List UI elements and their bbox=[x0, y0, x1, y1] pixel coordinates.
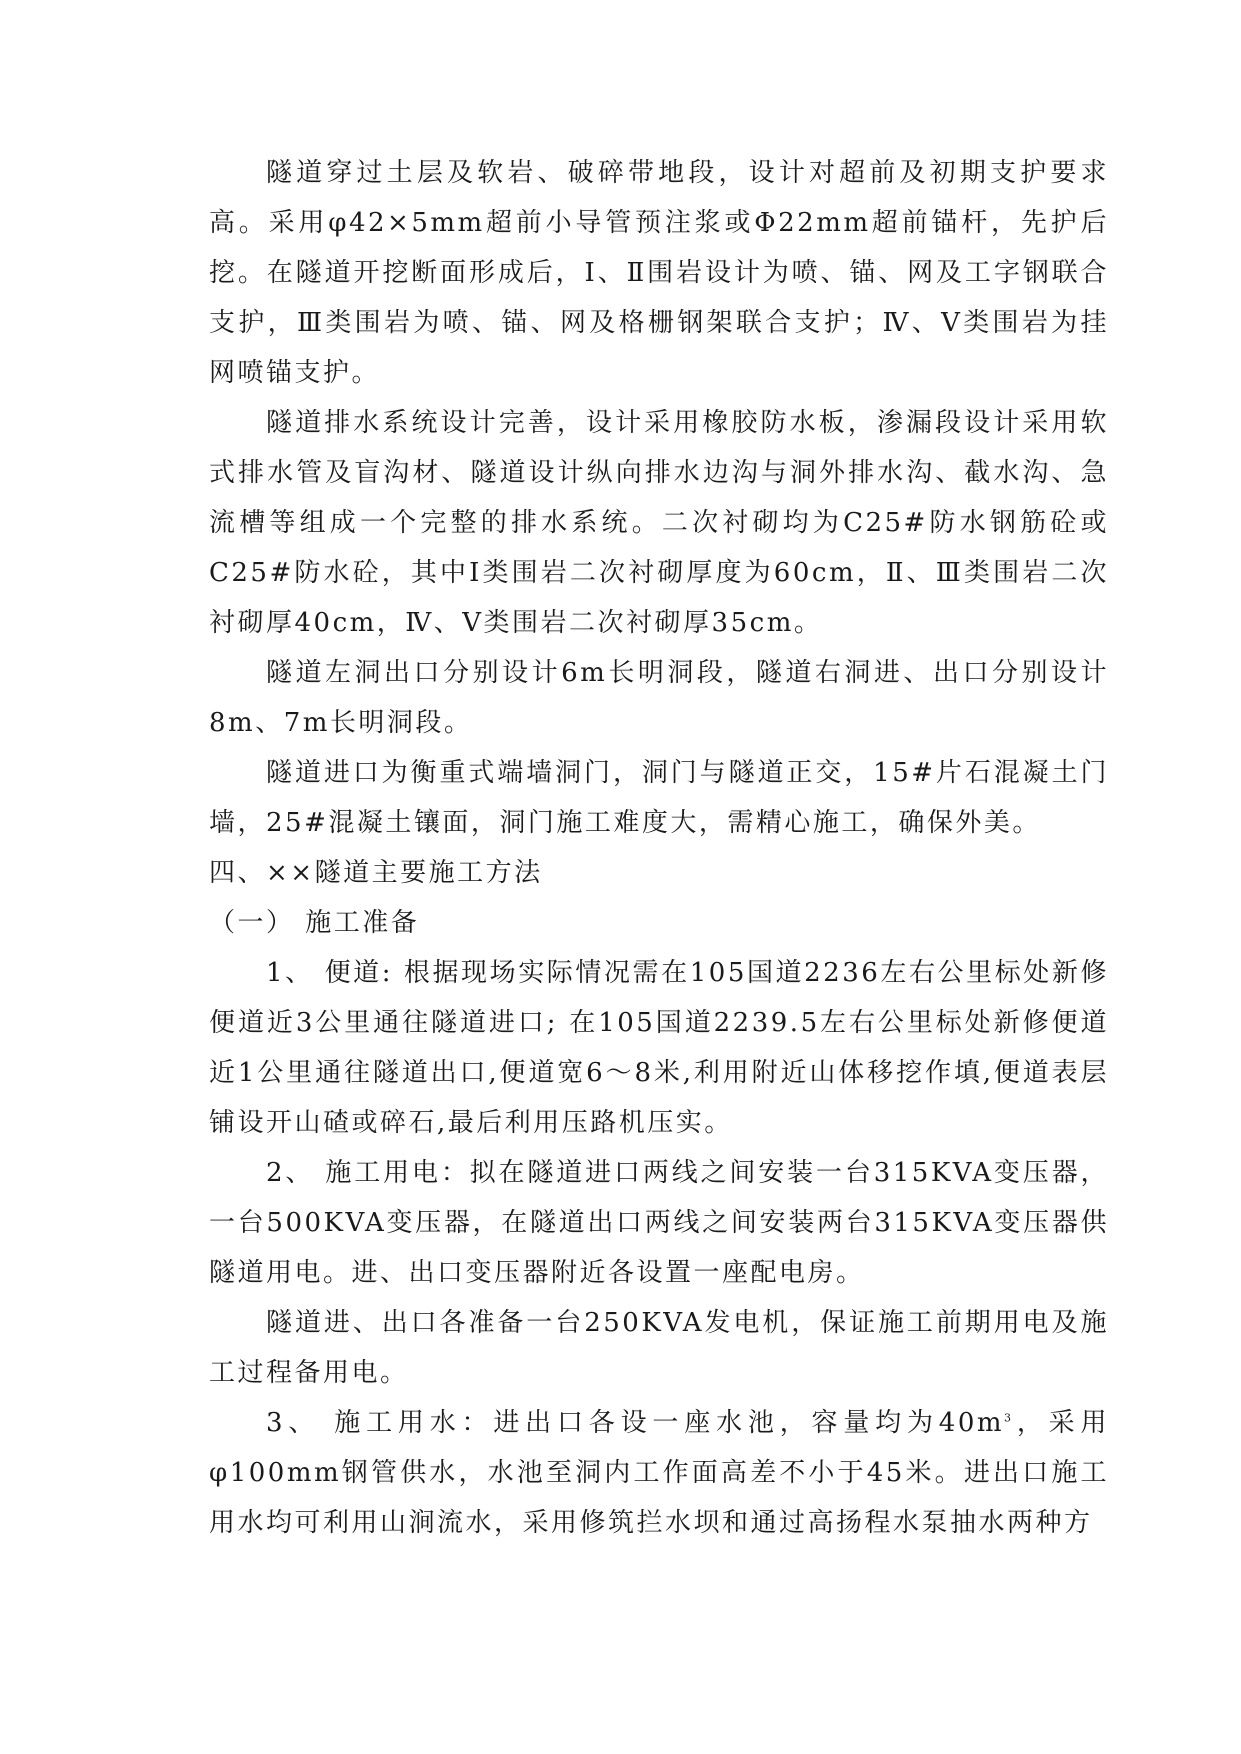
paragraph-power-supply: 2、 施工用电：拟在隧道进口两线之间安装一台315KVA变压器，一台500KVA变压器，在隧道出口两线之间安装两台315KVA变压器供隧道用电。进、出口变压器附近各设置一座配电房。 bbox=[209, 1158, 1109, 1288]
paragraph-generator: 隧道进、出口各准备一台250KVA发电机，保证施工前期用电及施工过程备用电。 bbox=[209, 1308, 1109, 1388]
section-heading: 四、××隧道主要施工方法 bbox=[209, 858, 543, 888]
water-supply-text-before: 3、 施工用水：进出口各设一座水池，容量均为40m bbox=[266, 1408, 1005, 1438]
paragraph-drainage-system: 隧道排水系统设计完善，设计采用橡胶防水板，渗漏段设计采用软式排水管及盲沟材、隧道设计纵向排水边沟与洞外排水沟、截水沟、急流槽等组成一个完整的排水系统。二次衬砌均为C25#防水钢筋砼或C25#防水砼，其中Ⅰ类围岩二次衬砌厚度为60cm，Ⅱ、Ⅲ类围岩二次衬砌厚40cm，Ⅳ、Ⅴ类围岩二次衬砌厚35cm。 bbox=[209, 408, 1109, 638]
subsection-heading: （一） 施工准备 bbox=[209, 908, 420, 938]
paragraph-open-cut-section: 隧道左洞出口分别设计6m长明洞段，隧道右洞进、出口分别设计8m、7m长明洞段。 bbox=[209, 658, 1109, 738]
cubic-superscript: 3 bbox=[1004, 1411, 1014, 1425]
document-body bbox=[209, 148, 1109, 1548]
paragraph-tunnel-support: 隧道穿过土层及软岩、破碎带地段，设计对超前及初期支护要求高。采用φ42×5mm超前小导管预注浆或Φ22mm超前锚杆，先护后挖。在隧道开挖断面形成后，Ⅰ、Ⅱ围岩设计为喷、锚、网及工字钢联合支护，Ⅲ类围岩为喷、锚、网及格栅钢架联合支护；Ⅳ、Ⅴ类围岩为挂网喷锚支护。 bbox=[209, 158, 1109, 388]
paragraph-water-supply bbox=[209, 1398, 1109, 1548]
paragraph-access-road: 1、 便道: 根据现场实际情况需在105国道2236左右公里标处新修便道近3公里通往隧道进口; 在105国道2239.5左右公里标处新修便道近1公里通往隧道出口,便道宽6～8米,利用附近山体移挖作填,便道表层铺设开山碴或碎石,最后利用压路机压实。 bbox=[209, 958, 1109, 1138]
water-supply-text-after: ，采用φ100mm钢管供水，水池至洞内工作面高差不小于45米。进出口施工用水均可利用山涧流水，采用修筑拦水坝和通过高扬程水泵抽水两种方 bbox=[209, 1408, 1109, 1538]
paragraph-portal-design: 隧道进口为衡重式端墙洞门，洞门与隧道正交，15#片石混凝土门墙，25#混凝土镶面，洞门施工难度大，需精心施工，确保外美。 bbox=[209, 758, 1109, 838]
